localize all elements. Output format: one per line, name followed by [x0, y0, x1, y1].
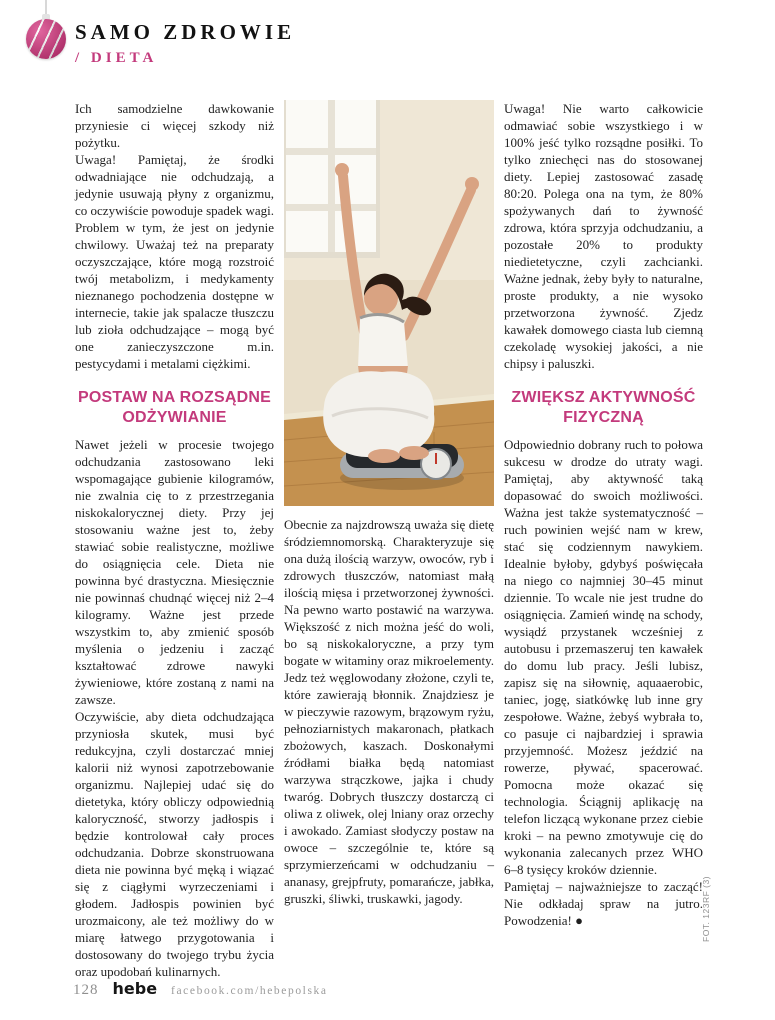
category-label: / DIETA [75, 50, 158, 66]
page-footer [73, 979, 328, 999]
bauble-ornament-icon [25, 0, 69, 66]
paragraph: Obecnie za najzdrowszą uważa się dietę śródziemnomorską. Charakteryzuje się ona dużą ilością warzyw, owoców, ryb i zdrowych tłuszczów, natomiast małą ilością mięsa i przetworzonej żywności. Na pewno warto postawić na warzywa. Większość z nich można jeść do woli, bo są niskokaloryczne, a przy tym bogate w witaminy oraz mikroelementy. Jedz też węglowodany złożone, czyli te, które zawierają błonnik. Znajdziesz je w pieczywie razowym, brązowym ryżu, pełnoziarnistych makaronach, płatkach zbożowych, kaszach. Doskonałymi źródłami białka będą natomiast warzywa strączkowe, jajka i chudy twaróg. Dobrych tłuszczy dostarczą ci oliwa z oliwek, olej lniany oraz orzechy i awokado. Zamiast słodyczy postaw na owoce – szczególnie te, które są sprzymierzeńcami w odchudzaniu – ananasy, grejpfruty, pomarańcze, jabłka, gruszki, śliwki, truskawki, jagody. [284, 517, 494, 906]
paragraph: Oczywiście, aby dieta odchudzająca przyniosła skutek, musi być redukcyjna, czyli dostarczać mniej kalorii niż wynosi zapotrzebowanie organizmu. Najlepiej udać się do dietetyka, który obliczy odpowiednią kaloryczność, stworzy jadłospis i będzie kontrolował cały proces odchudzania. Dobrze skonstruowana dieta nie powinna być męką i wiązać się z ciągłymi wyrzeczeniami i głodem. Jadłospis powinien być urozmaicony, ale też możliwy do w miarę łatwego przygotowania i dostosowany do twojego trybu życia oraz upodobań kulinarnych. [75, 709, 274, 979]
paragraph: Ich samodzielne dawkowanie przyniesie ci więcej szkody niż pożytku. [75, 101, 274, 150]
column-right [504, 100, 703, 980]
hebe-logo: hebe [112, 979, 158, 998]
paragraph: Pamiętaj – najważniejsze to zacząć! Nie odkładaj spraw na jutro. Powodzenia! ● [504, 879, 703, 928]
subheading-activity: ZWIĘKSZ AKTYWNOŚĆ FIZYCZNĄ [511, 389, 696, 426]
column-middle [284, 100, 494, 980]
woman-on-scale-photo [284, 100, 494, 506]
paragraph: Nawet jeżeli w procesie twojego odchudzania zastosowano leki wspomagające gubienie kilogramów, nie zwalnia cię to z przestrzegania niskokalorycznej diety. Przy jej stosowaniu ważne jest to, żeby stawiać sobie realistyczne, możliwe do osiągnięcia cele. Dieta nie powinna być drastyczna. Miesięcznie nie powinnaś chudnąć więcej niż 2–4 kilogramy. Ważne jest przede wszystkim to, aby zmienić sposób myślenia o jedzeniu i zacząć kształtować zdrowe nawyki żywieniowe, które zostaną z nami na zawsze. [75, 437, 274, 707]
page-number: 128 [73, 982, 99, 998]
paragraph: Odpowiednio dobrany ruch to połowa sukcesu w drodze do utraty wagi. Pamiętaj, aby aktywność taką dopasować do swoich możliwości. Ważna jest także systematyczność – ruch powinien wejść nam w krew, stać się codziennym nawykiem. Idealnie byłoby, gdybyś poświęcała na niego co najmniej 30–45 minut dziennie. To wcale nie jest trudne do osiągnięcia. Zamień windę na schody, wysiądź przystanek wcześniej z autobusu i przemaszeruj ten kawałek do domu lub pracy. Jeśli lubisz, zapisz się na siłownię, aquaaerobic, taniec, jogę, siatkówkę lub inne gry zespołowe. Ważne, żebyś wybrała to, co pasuje ci najbardziej i sprawia przyjemność. Możesz jeździć na rowerze, pływać, spacerować. Pomocna może okazać się technologia. Ściągnij aplikację na telefon liczącą wykonane przez ciebie kroki – na pewno zmotywuje cię do wykonania zalecanych przez WHO 6–8 tysięcy kroków dziennie. [504, 437, 703, 877]
section-title: SAMO ZDROWIE [75, 20, 296, 44]
pink-striped-ball [26, 19, 66, 59]
photo-credit: FOT. 123RF (3) [701, 875, 711, 942]
paragraph: Uwaga! Nie warto całkowicie odmawiać sobie wszystkiego i w 100% jeść tylko rozsądne posiłki. To tylko zniechęci nas do stosowanej diety. Lepiej zastosować zasadę 80:20. Polega ona na tym, że 80% spożywanych dań to żywność zdrowa, która sprzyja odchudzaniu, a pozostałe 20% to produkty niedietetyczne, czyli zachcianki. Ważne jednak, żeby były to naturalne, proste produkty, a nie wysoko przetworzona żywność. Zjedz kawałek domowego ciasta lub ciemną czekoladę wysokiej jakości, a nie chipsy i paluszki. [504, 101, 703, 371]
article-body [75, 100, 703, 980]
section-titles [75, 20, 295, 67]
column-left [75, 100, 274, 980]
subheading-nutrition: POSTAW NA ROZSĄDNE ODŻYWIANIE [78, 389, 271, 426]
paragraph: Uwaga! Pamiętaj, że środki odwadniające nie odchudzają, a jedynie usuwają płyny z organizmu, co oczywiście powoduje spadek wagi. Problem w tym, że jest on jedynie chwilowy. Uważaj też na preparaty oczyszczające, które mogą rozstroić twój metabolizm, i medykamenty nieznanego pochodzenia dostępne w internecie, takie jak spalacze tłuszczu lub zioła odchudzające – mogą być one zanieczyszczone m.in. pestycydami i metalami ciężkimi. [75, 152, 274, 371]
facebook-url[interactable]: facebook.com/hebepolska [171, 985, 328, 997]
